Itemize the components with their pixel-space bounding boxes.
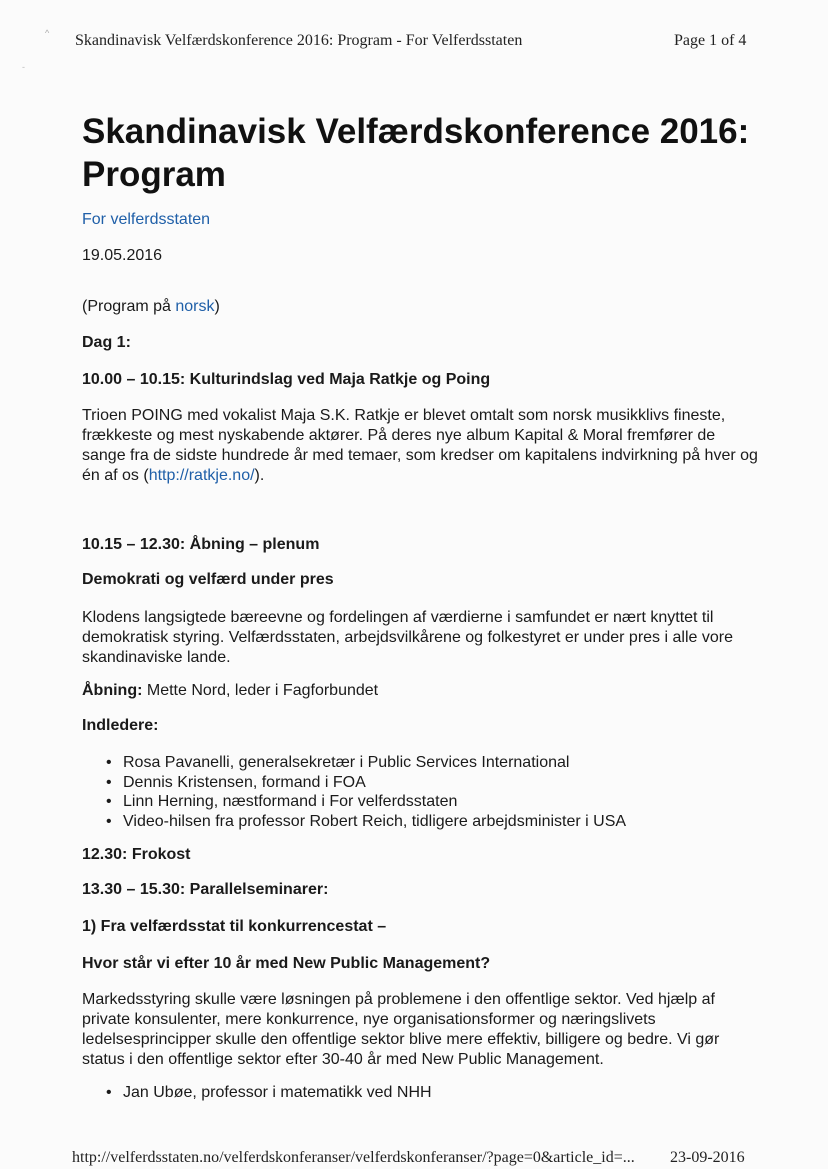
list-item: • Rosa Pavanelli, generalsekretær i Public Services International (106, 753, 626, 773)
speakers-list (106, 753, 626, 831)
session-1-text: Trioen POING med vokalist Maja S.K. Ratkje er blevet omtalt som norsk musikklivs fineste, frækkeste og mest nyskabende aktører. På deres nye album Kapital & Moral fremfører de sange fra de sidste hundrede år med temaer, som kredser om kapitalens indvirkning på hver og én af os ( (82, 407, 758, 484)
session-2-heading: 10.15 – 12.30: Åbning – plenum (82, 536, 320, 553)
seminar-1-subheading: Hvor står vi efter 10 år med New Public Management? (82, 955, 491, 972)
list-item: • Linn Herning, næstformand i For velferdsstaten (106, 792, 626, 812)
print-footer-date: 23-09-2016 (670, 1149, 745, 1166)
session-1-heading: 10.00 – 10.15: Kulturindslag ved Maja Ratkje og Poing (82, 371, 491, 388)
session-1-text-end: ). (254, 467, 265, 484)
program-language-note (82, 298, 220, 316)
seminar-1-description: Markedsstyring skulle være løsningen på problemene i den offentlige sektor. Ved hjælp af private konsulenter, mere konkurrence, nye organisationsformer og næringslivets ledelsesprincipper skulle den offentlige sektor blive mere effektiv, billigere og bedre. Vi gør status i den offentlige sektor efter 30-40 år med New Public Management. (82, 991, 720, 1068)
session-2-subheading: Demokrati og velfærd under pres (82, 571, 334, 588)
list-item: • Jan Ubøe, professor i matematikk ved NHH (106, 1083, 432, 1103)
opening-line (82, 682, 378, 700)
list-item: • Dennis Kristensen, formand i FOA (106, 773, 626, 793)
norsk-link[interactable]: norsk (175, 298, 215, 315)
parallel-heading: 13.30 – 15.30: Parallelseminarer: (82, 881, 329, 898)
lunch-heading: 12.30: Frokost (82, 846, 191, 863)
scan-mark: - (22, 62, 25, 72)
source-link[interactable]: For velferdsstaten (82, 211, 211, 228)
day-heading: Dag 1: (82, 334, 131, 351)
scan-mark: ^ (45, 28, 50, 38)
print-header-title: Skandinavisk Velfærdskonference 2016: Program - For Velferdsstaten (75, 32, 523, 49)
speakers-heading: Indledere: (82, 717, 159, 734)
ratkje-link[interactable]: http://ratkje.no/ (148, 467, 255, 484)
publish-date: 19.05.2016 (82, 247, 163, 264)
session-2-description: Klodens langsigtede bæreevne og fordelingen af værdierne i samfundet er nært knyttet til demokratisk styring. Velfærdsstaten, arbejdsvilkårene og folkestyret er under pres i alle vore skandinaviske lande. (82, 609, 733, 666)
opening-text: Mette Nord, leder i Fagforbundet (142, 682, 379, 699)
page-title: Skandinavisk Velfærdskonference 2016: Program (82, 112, 750, 194)
print-header-page: Page 1 of 4 (674, 32, 747, 49)
session-1-description (82, 406, 762, 486)
list-item: • Video-hilsen fra professor Robert Reich, tidligere arbejdsminister i USA (106, 812, 626, 832)
program-suffix: ) (214, 298, 220, 315)
seminar-1-heading: 1) Fra velfærdsstat til konkurrencestat – (82, 918, 387, 935)
program-prefix: (Program på (82, 298, 176, 315)
print-footer-url: http://velferdsstaten.no/velferdskonferanser/velferdskonferanser/?page=0&article_id=... (72, 1149, 635, 1166)
seminar-1-speakers (106, 1083, 432, 1103)
opening-label: Åbning: (82, 682, 143, 699)
